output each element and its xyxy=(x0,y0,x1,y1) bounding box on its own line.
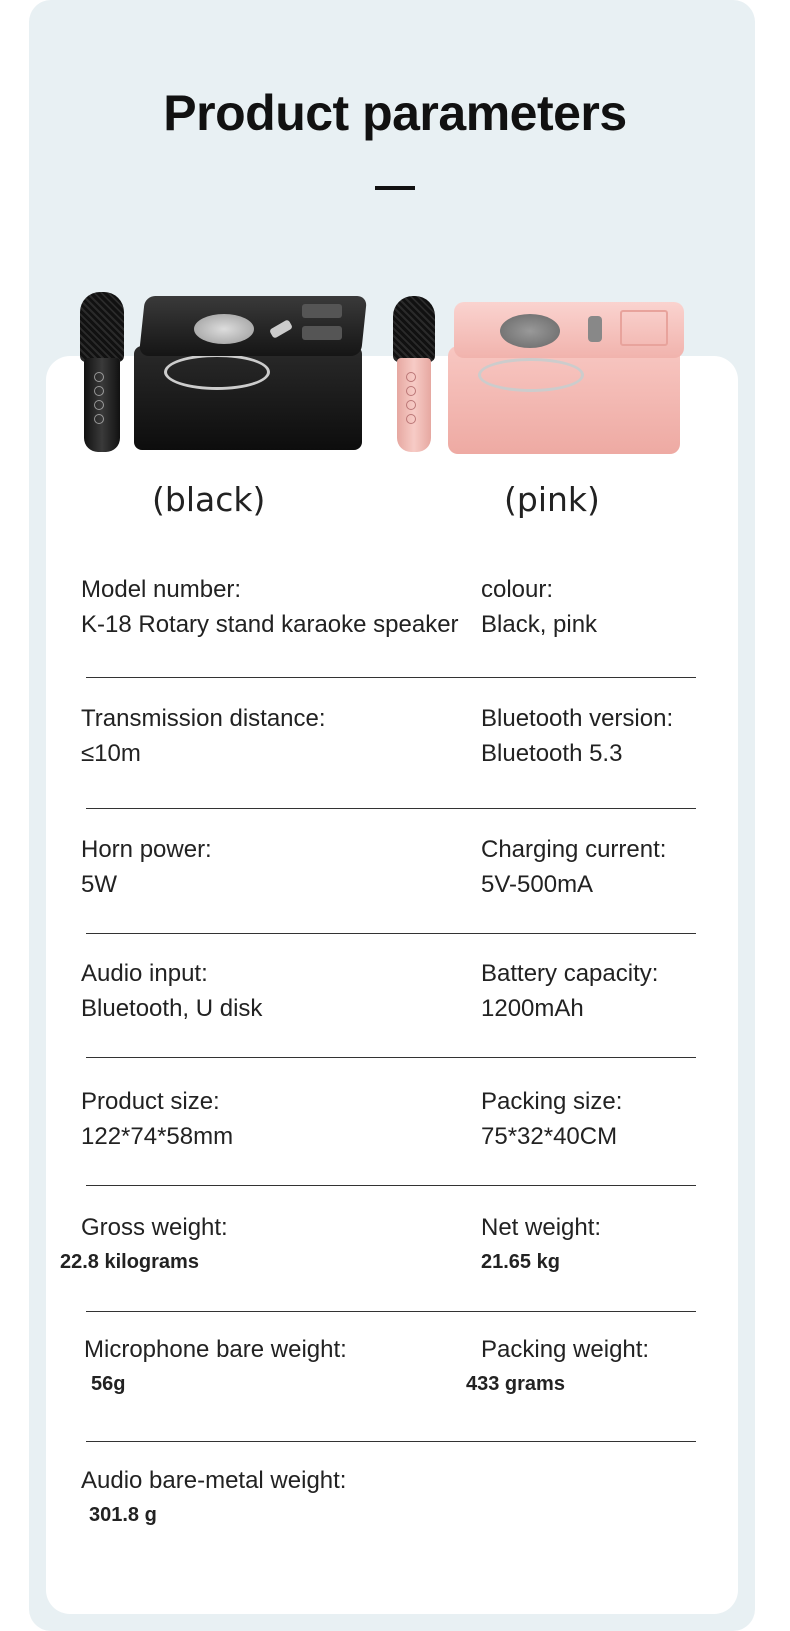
param-value: 1200mAh xyxy=(481,995,584,1022)
page-title: Product parameters xyxy=(163,85,627,141)
row-divider xyxy=(86,1185,696,1186)
param-value: K-18 Rotary stand karaoke speaker xyxy=(81,611,459,638)
param-key: Charging current: xyxy=(481,836,667,863)
param-value: 433 grams xyxy=(466,1373,565,1395)
param-value: 122*74*58mm xyxy=(81,1123,234,1150)
param-value: Bluetooth, U disk xyxy=(81,995,263,1022)
param-value: 5V-500mA xyxy=(481,871,594,898)
pink-speaker-image xyxy=(448,298,688,456)
param-key: Net weight: xyxy=(481,1214,602,1241)
param-value: Black, pink xyxy=(481,611,598,638)
param-product-size xyxy=(81,1084,233,1154)
param-audio-input xyxy=(81,956,262,1026)
title-divider xyxy=(375,186,415,190)
param-key: Packing weight: xyxy=(481,1336,650,1363)
param-value: 22.8 kilograms xyxy=(60,1251,199,1273)
param-battery-capacity xyxy=(481,956,658,1026)
param-value: ≤10m xyxy=(81,740,141,767)
variant-label-pink: (pink) xyxy=(504,480,600,519)
param-audio-bare-metal-weight xyxy=(81,1463,346,1533)
param-value: Bluetooth 5.3 xyxy=(481,740,623,767)
param-microphone-bare-weight xyxy=(84,1332,347,1402)
param-key: colour: xyxy=(481,576,554,603)
param-key: Transmission distance: xyxy=(81,705,326,732)
row-divider xyxy=(86,933,696,934)
black-speaker-image xyxy=(134,296,364,451)
param-transmission-distance xyxy=(81,701,326,771)
row-divider xyxy=(86,808,696,809)
black-microphone-image xyxy=(80,292,124,452)
param-bluetooth-version xyxy=(481,701,673,771)
param-net-weight xyxy=(481,1210,601,1280)
param-colour xyxy=(481,572,597,642)
param-key: Microphone bare weight: xyxy=(84,1336,347,1363)
param-key: Audio bare-metal weight: xyxy=(81,1467,347,1494)
variant-label-black: (black) xyxy=(152,480,266,519)
param-packing-weight xyxy=(466,1332,650,1402)
row-divider xyxy=(86,1057,696,1058)
param-value: 56g xyxy=(91,1373,126,1395)
param-value: 301.8 g xyxy=(89,1504,157,1526)
param-key: Bluetooth version: xyxy=(481,705,674,732)
param-key: Battery capacity: xyxy=(481,960,659,987)
param-value: 5W xyxy=(81,871,117,898)
param-gross-weight xyxy=(60,1210,228,1280)
pink-microphone-image xyxy=(393,296,435,452)
param-horn-power xyxy=(81,832,212,902)
param-key: Model number: xyxy=(81,576,242,603)
param-key: Gross weight: xyxy=(81,1214,228,1241)
row-divider xyxy=(86,677,696,678)
param-charging-current xyxy=(481,832,666,902)
param-key: Packing size: xyxy=(481,1088,623,1115)
row-divider xyxy=(86,1441,696,1442)
param-value: 75*32*40CM xyxy=(481,1123,618,1150)
row-divider xyxy=(86,1311,696,1312)
param-key: Audio input: xyxy=(81,960,208,987)
param-value: 21.65 kg xyxy=(481,1251,560,1273)
param-key: Horn power: xyxy=(81,836,212,863)
param-model-number xyxy=(81,572,459,642)
param-packing-size xyxy=(481,1084,622,1154)
param-key: Product size: xyxy=(81,1088,220,1115)
